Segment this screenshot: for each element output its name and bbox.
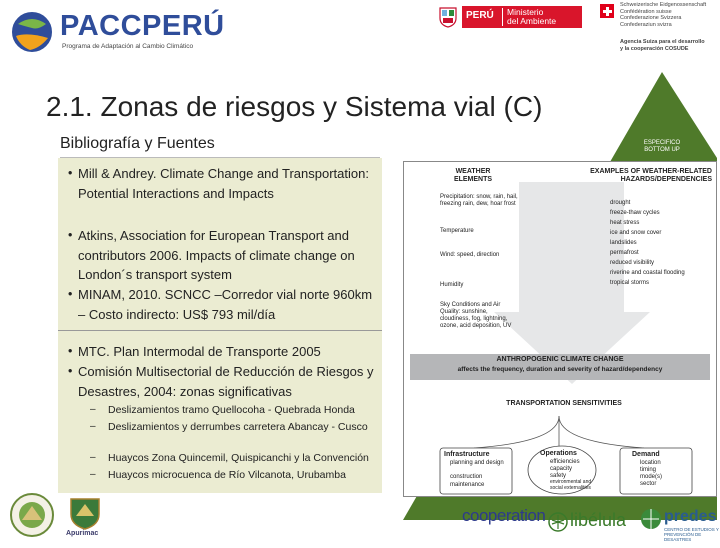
predes-globe-icon (640, 508, 662, 530)
weather-item: Humidity (440, 282, 464, 288)
minam-country: PERÚ (466, 10, 494, 21)
sub-item: Huaycos microcuenca de Río Vilcanota, Urubamba (108, 469, 346, 481)
swiss-confederation-text (620, 2, 720, 28)
weather-header: WEATHER ELEMENTS (453, 168, 493, 183)
demand-title: Demand (632, 451, 660, 458)
demand-item: mode(s) (640, 474, 663, 480)
swiss-line: Confederaziun svizra (620, 21, 672, 28)
hazard-item: heat stress (610, 220, 640, 226)
predes-subtitle: CENTRO DE ESTUDIOS Y PREVENCIÓN DE DESASTRES (664, 527, 719, 542)
infrastructure-item: planning and design (450, 460, 504, 466)
dash: – (90, 469, 96, 480)
sub-item: Deslizamientos tramo Quellocoha - Quebrada Honda (108, 404, 355, 416)
agency-line: Agencia Suiza para el desarrollo (620, 39, 705, 45)
band-subtitle: affects the frequency, duration and severity of hazard/dependency (457, 366, 663, 373)
hazard-item: landslides (610, 240, 637, 246)
bullet: • (68, 344, 73, 358)
weather-item: Wind: speed, direction (440, 252, 500, 258)
climate-transport-diagram (403, 161, 717, 497)
hazard-item: reduced visibility (610, 260, 655, 266)
libelula-logo: libélula (570, 510, 627, 530)
climate-change-band (410, 354, 710, 380)
infrastructure-item: maintenance (450, 482, 485, 488)
bullet: • (68, 228, 73, 242)
bullet: • (68, 287, 73, 301)
bullet: • (68, 364, 73, 378)
demand-item: location (640, 460, 661, 466)
hazard-item: tropical storms (610, 280, 650, 286)
operations-item: efficiencies (550, 459, 580, 465)
apurimac-shield-icon (68, 496, 102, 530)
regional-seal-icon (8, 492, 56, 538)
bibliography-item: Atkins, Association for European Transport and contributors 2006. Impacts of climate change on London´s transport system (78, 228, 355, 282)
infrastructure-item: construction (450, 474, 483, 480)
infrastructure-title: Infrastructure (444, 451, 490, 458)
dragonfly-icon (548, 512, 568, 532)
swiss-line: Confédération suisse (620, 8, 672, 15)
minam-logo (462, 6, 582, 28)
pacc-globe-icon (8, 8, 56, 56)
bullet: • (68, 166, 73, 180)
pyramid-label: ESPECIFICO BOTTOM UP (643, 140, 681, 153)
cooperation-logo: cooperation (462, 506, 546, 525)
hazard-item: riverine and coastal flooding (610, 270, 685, 276)
pacc-subtitle: Programa de Adaptación al Cambio Climático (62, 43, 194, 50)
minam-name (502, 8, 585, 26)
hazard-item: freeze-thaw cycles (610, 210, 660, 216)
dash: – (90, 404, 96, 415)
operations-item: capacity (550, 466, 573, 472)
bibliography-item: Mill & Andrey. Climate Change and Transportation: Potential Interactions and Impacts (78, 166, 369, 201)
section-title: Bibliografía y Fuentes (60, 135, 215, 152)
minam-name-line1: Ministerio (507, 7, 544, 17)
pacc-peru-logo (8, 8, 225, 56)
sub-item: Deslizamientos y derrumbes carretera Abancay - Cusco (108, 421, 368, 433)
weather-item: Temperature (440, 228, 474, 234)
hazards-header: EXAMPLES OF WEATHER-RELATED HAZARDS/DEPENDENCIES (590, 168, 712, 183)
swiss-flag-icon (600, 4, 614, 18)
operations-item: safety (550, 473, 567, 479)
operations-title: Operations (540, 450, 577, 457)
minam-name-line2: del Ambiente (507, 16, 557, 26)
operations-item: environmental and social externalities (550, 479, 592, 491)
swiss-line: Schweizerische Eidgenossenschaft (620, 2, 707, 8)
slide-title: 2.1. Zonas de riesgos y Sistema vial (C) (46, 91, 543, 122)
divider (58, 330, 382, 331)
bibliography-box (58, 158, 382, 493)
sensitivities-title: TRANSPORTATION SENSITIVITIES (506, 400, 622, 407)
demand-item: timing (640, 467, 657, 473)
weather-item: Sky Conditions and Air Quality: sunshine, cloudiness, fog, lightning, ozone, acid deposition, UV (440, 302, 512, 329)
band-title: ANTHROPOGENIC CLIMATE CHANGE (496, 356, 624, 363)
hazard-item: ice and snow cover (610, 230, 662, 236)
dash: – (90, 421, 96, 432)
weather-item: Precipitation: snow, rain, hail, freezing rain, dew, hoar frost (440, 194, 518, 207)
peru-shield-icon (438, 6, 458, 28)
hazard-item: permafrost (610, 250, 639, 256)
apurimac-label: Apurimac (66, 530, 99, 537)
hazard-item: drought (610, 200, 631, 206)
bibliography-item: MTC. Plan Intermodal de Transporte 2005 (78, 344, 321, 359)
predes-logo: predes (664, 508, 717, 525)
bibliography-item: MINAM, 2010. SCNCC –Corredor vial norte 960km – Costo indirecto: US$ 793 mil/día (78, 287, 373, 322)
bibliography-item: Comisión Multisectorial de Reducción de Riesgos y Desastres, 2004: zonas significativas (78, 364, 374, 399)
agency-line: y la cooperación COSUDE (620, 45, 689, 52)
dash: – (90, 452, 96, 463)
sub-item: Huaycos Zona Quincemil, Quispicanchi y la Convención (108, 452, 369, 464)
demand-item: sector (640, 481, 657, 487)
swiss-line: Confederazione Svizzera (620, 15, 682, 21)
pacc-title: PACCPERÚ (60, 10, 225, 42)
